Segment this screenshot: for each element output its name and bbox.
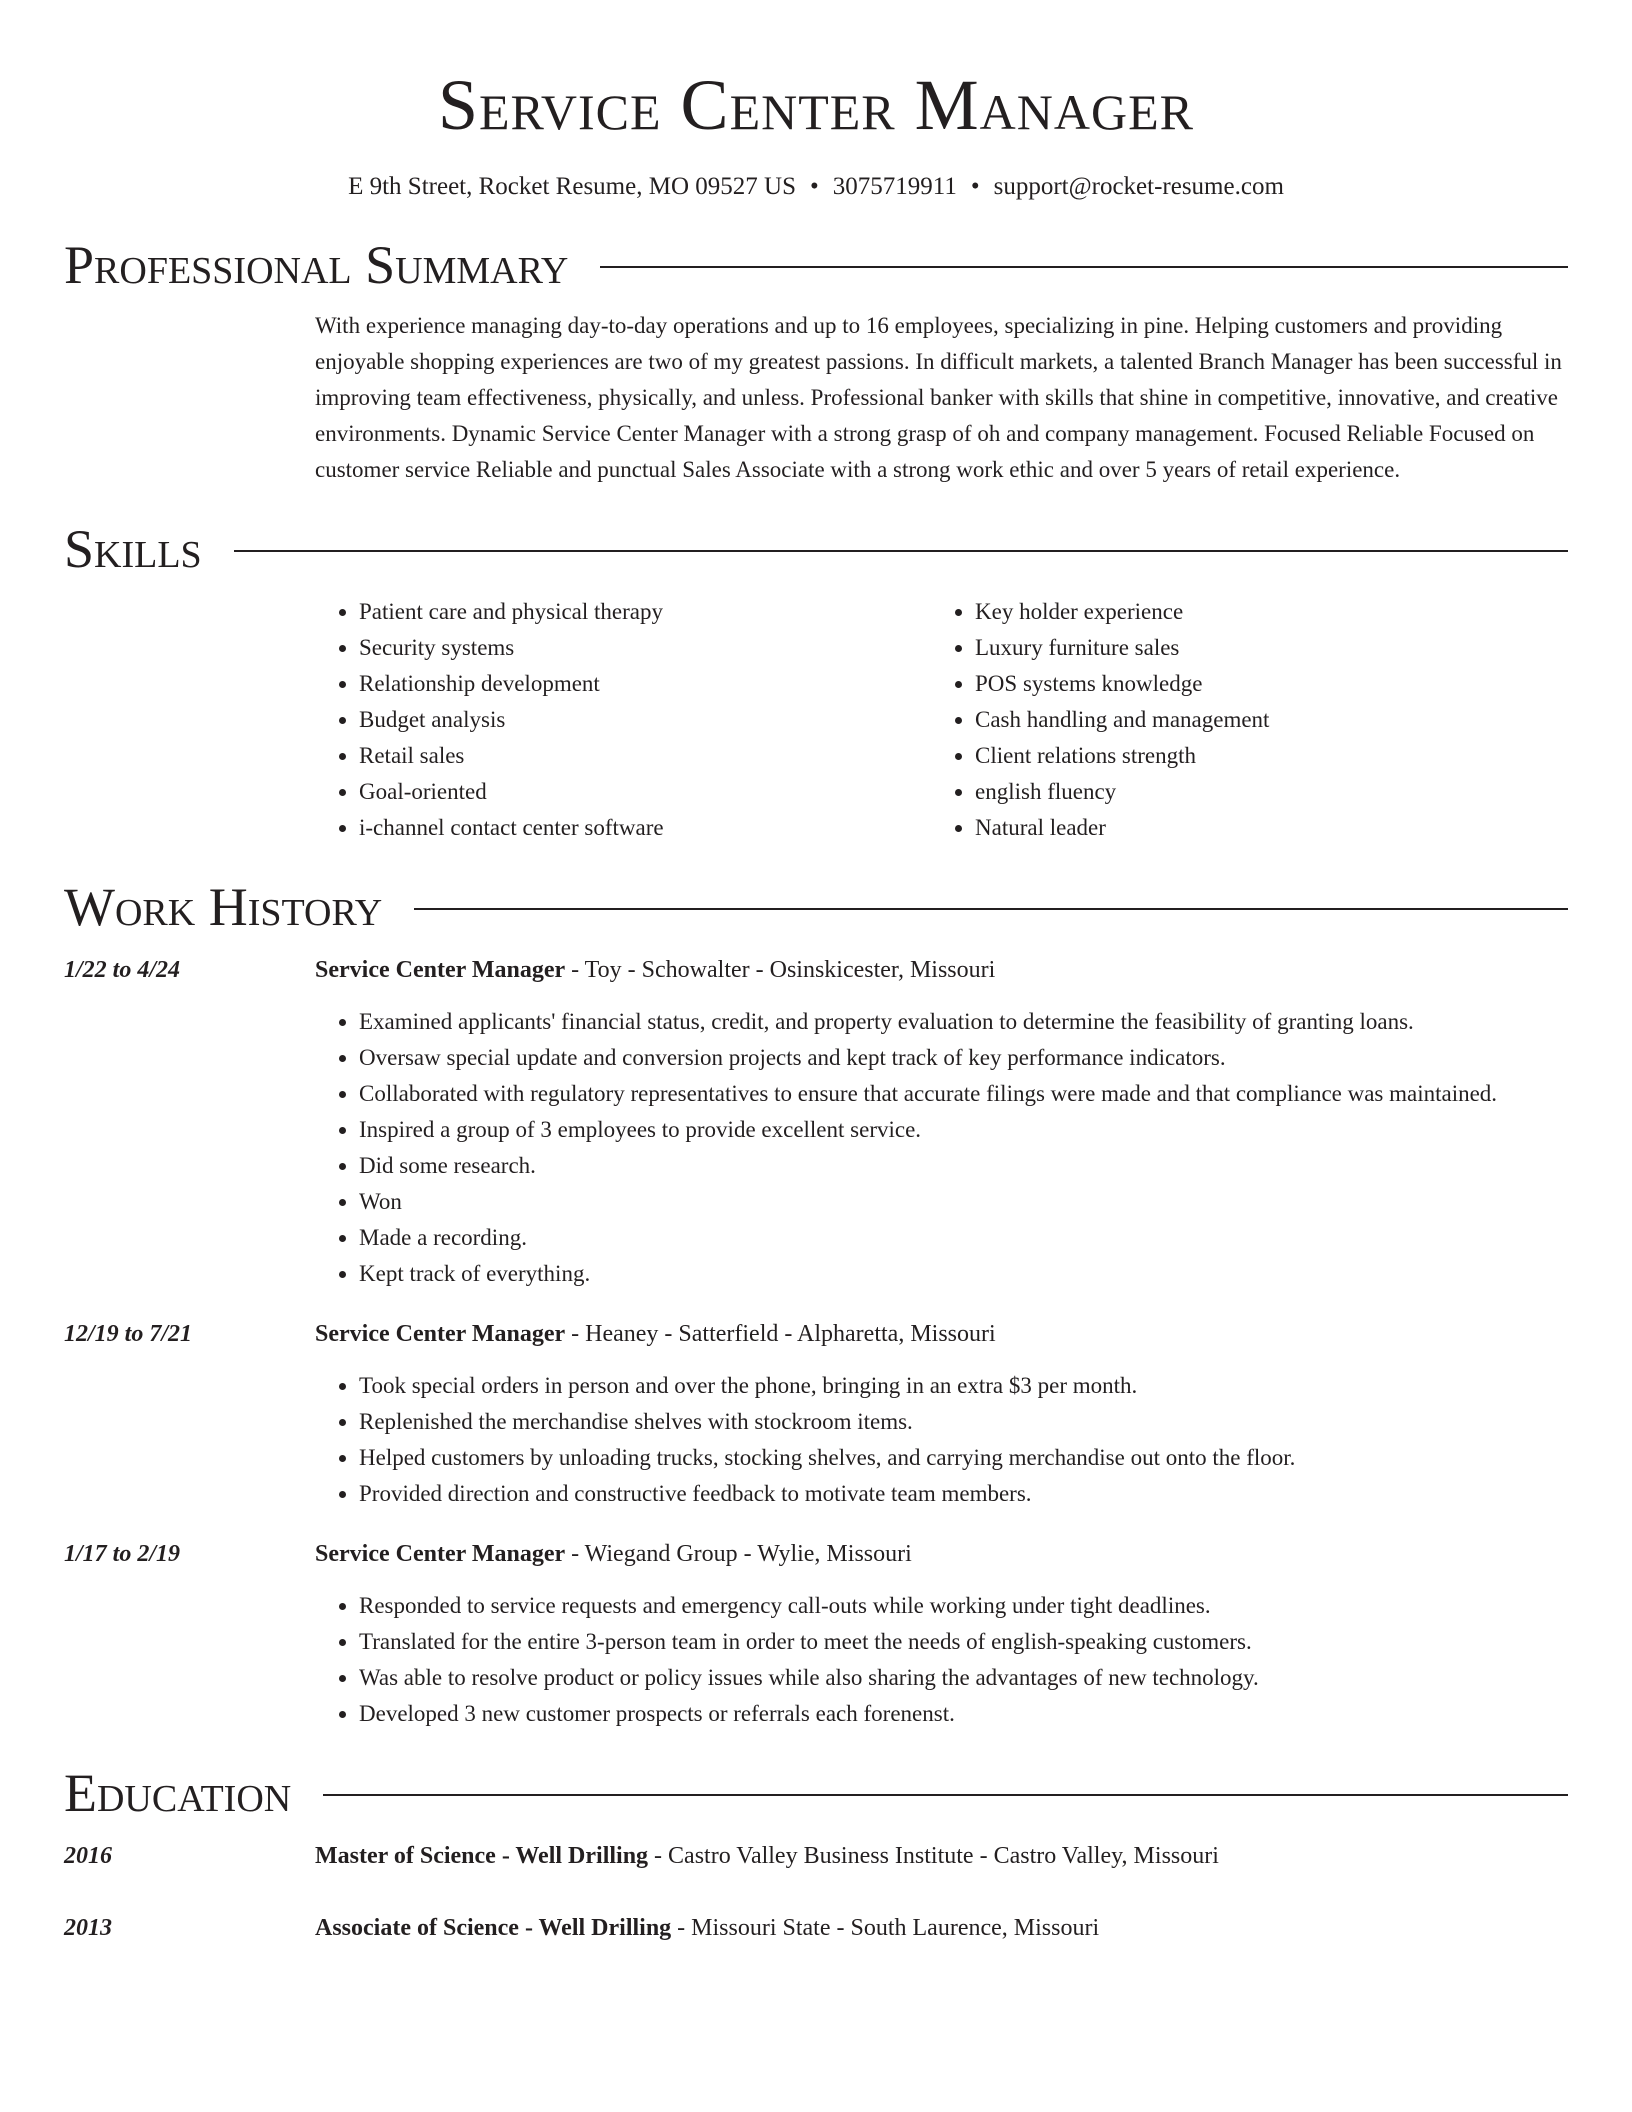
- job-title-line: [315, 1316, 1568, 1352]
- job-entry: [64, 1536, 1568, 1732]
- job-bullet: • Oversaw special update and conversion projects and kept track of key performance indicators.: [359, 1040, 1568, 1076]
- summary-text: With experience managing day-to-day operations and up to 16 employees, specializing in pine. Helping customers and providing enjoyable shopping experiences are two of my greatest passions. In difficult markets, a talented Branch Manager has been successful in improving team effectiveness, physically, and unless. Professional banker with skills that shine in competitive, innovative, and creative environments. Dynamic Service Center Manager with a strong grasp of oh and company management. Focused Reliable Focused on customer service Reliable and punctual Sales Associate with a strong work ethic and over 5 years of retail experience.: [315, 313, 1562, 482]
- skill-item: • Goal-oriented: [359, 774, 931, 810]
- job-role: Service Center Manager: [315, 1541, 566, 1567]
- section-divider: [234, 550, 1568, 552]
- education-school: - Castro Valley Business Institute - Castro Valley, Missouri: [648, 1843, 1219, 1869]
- contact-separator: •: [809, 173, 819, 200]
- job-bullet: • Responded to service requests and emergency call-outs while working under tight deadlines.: [359, 1588, 1568, 1624]
- job-employer: - Heaney - Satterfield - Alpharetta, Missouri: [565, 1321, 996, 1347]
- job-entry: [64, 1316, 1568, 1512]
- job-bullet: • Was able to resolve product or policy issues while also sharing the advantages of new technology.: [359, 1660, 1568, 1696]
- education-year: 2016: [64, 1843, 112, 1869]
- job-role: Service Center Manager: [315, 957, 566, 983]
- skill-item: • english fluency: [975, 774, 1547, 810]
- education-entry: [64, 1838, 1568, 1874]
- job-bullet: • Made a recording.: [359, 1220, 1568, 1256]
- section-title-education: Education: [64, 1763, 292, 1823]
- skill-item: • Security systems: [359, 630, 931, 666]
- email-link[interactable]: support@rocket-resume.com: [993, 173, 1284, 200]
- job-bullet: • Collaborated with regulatory representatives to ensure that accurate filings were made and that compliance was maintained.: [359, 1076, 1568, 1112]
- job-bullet: • Replenished the merchandise shelves with stockroom items.: [359, 1404, 1568, 1440]
- education-degree: Associate of Science - Well Drilling: [315, 1915, 672, 1941]
- skill-item: • Luxury furniture sales: [975, 630, 1547, 666]
- education-school: - Missouri State - South Laurence, Missouri: [671, 1915, 1100, 1941]
- job-body: [315, 1316, 1568, 1512]
- skills-section-header: [64, 516, 1568, 582]
- skill-item: • POS systems knowledge: [975, 666, 1547, 702]
- job-date: 12/19 to 7/21: [64, 1321, 193, 1347]
- skills-column-right: [931, 594, 1547, 846]
- candidate-name: Service Center Manager: [437, 65, 1195, 145]
- skill-item: • i-channel contact center software: [359, 810, 931, 846]
- skill-item: • Cash handling and management: [975, 702, 1547, 738]
- job-bullets: [315, 1588, 1568, 1732]
- address: E 9th Street, Rocket Resume, MO 09527 US: [348, 173, 796, 200]
- education-line: [315, 1910, 1099, 1946]
- skills-list: [315, 594, 1568, 846]
- skill-item: • Key holder experience: [975, 594, 1547, 630]
- section-divider: [414, 908, 1568, 910]
- skill-item: • Client relations strength: [975, 738, 1547, 774]
- contact-line: [64, 170, 1568, 204]
- phone: 3075719911: [832, 173, 957, 200]
- job-bullet: • Helped customers by unloading trucks, stocking shelves, and carrying merchandise out onto the floor.: [359, 1440, 1568, 1476]
- contact-separator: •: [970, 173, 980, 200]
- skill-item: • Retail sales: [359, 738, 931, 774]
- job-bullet: • Provided direction and constructive feedback to motivate team members.: [359, 1476, 1568, 1512]
- skill-item: • Budget analysis: [359, 702, 931, 738]
- skill-item: • Patient care and physical therapy: [359, 594, 931, 630]
- section-divider: [600, 266, 1568, 268]
- job-role: Service Center Manager: [315, 1321, 566, 1347]
- job-date: 1/22 to 4/24: [64, 957, 181, 983]
- job-title-line: [315, 952, 1568, 988]
- job-body: [315, 952, 1568, 1292]
- job-bullet: • Kept track of everything.: [359, 1256, 1568, 1292]
- section-title-work: Work History: [64, 877, 383, 937]
- job-bullets: [315, 1004, 1568, 1292]
- job-bullet: • Translated for the entire 3-person team in order to meet the needs of english-speaking customers.: [359, 1624, 1568, 1660]
- section-divider: [323, 1794, 1568, 1796]
- job-title-line: [315, 1536, 1568, 1572]
- job-bullet: • Inspired a group of 3 employees to provide excellent service.: [359, 1112, 1568, 1148]
- skill-item: • Relationship development: [359, 666, 931, 702]
- job-bullets: [315, 1368, 1568, 1512]
- job-bullet: • Developed 3 new customer prospects or referrals each forenenst.: [359, 1696, 1568, 1732]
- job-bullet: • Won: [359, 1184, 1568, 1220]
- job-body: [315, 1536, 1568, 1732]
- job-employer: - Wiegand Group - Wylie, Missouri: [565, 1541, 912, 1567]
- job-date: 1/17 to 2/19: [64, 1541, 181, 1567]
- section-title-summary: Professional Summary: [64, 235, 569, 295]
- job-entry: [64, 952, 1568, 1292]
- job-bullet: • Examined applicants' financial status, credit, and property evaluation to determine the feasibility of granting loans.: [359, 1004, 1568, 1040]
- education-line: [315, 1838, 1219, 1874]
- education-section-header: [64, 1760, 1568, 1826]
- job-employer: - Toy - Schowalter - Osinskicester, Missouri: [565, 957, 996, 983]
- education-year: 2013: [64, 1915, 112, 1941]
- education-degree: Master of Science - Well Drilling: [315, 1843, 649, 1869]
- summary-section-header: [64, 232, 1568, 298]
- education-entry: [64, 1910, 1568, 1946]
- work-section-header: [64, 874, 1568, 940]
- skills-column-left: [315, 594, 931, 846]
- skill-item: • Natural leader: [975, 810, 1547, 846]
- section-title-skills: Skills: [64, 519, 202, 579]
- job-bullet: • Took special orders in person and over the phone, bringing in an extra $3 per month.: [359, 1368, 1568, 1404]
- job-bullet: • Did some research.: [359, 1148, 1568, 1184]
